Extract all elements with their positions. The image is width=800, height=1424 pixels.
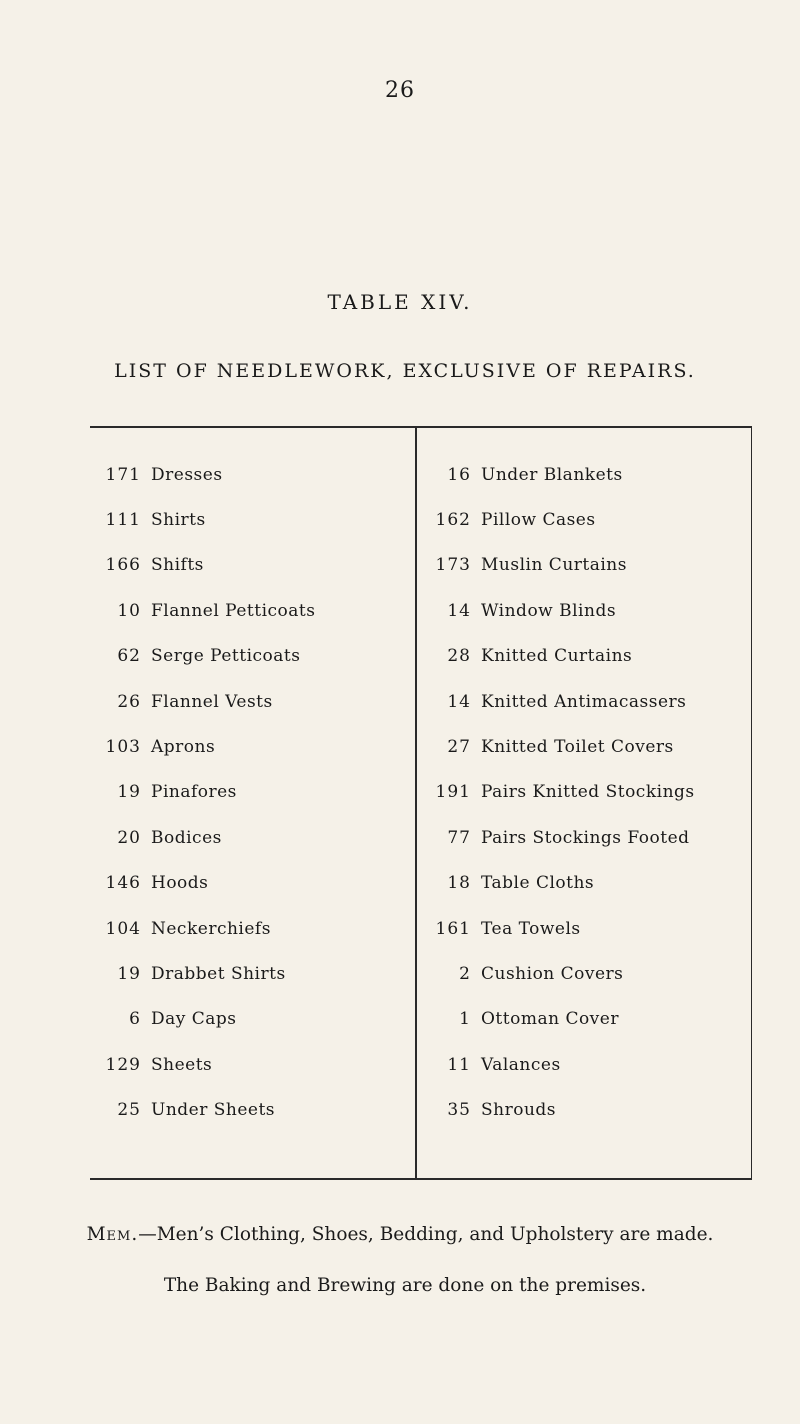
- item-name: Bodices: [151, 827, 222, 848]
- quantity: 129: [105, 1054, 141, 1075]
- quantity: 20: [117, 827, 141, 848]
- table-row: [96, 497, 315, 542]
- quantity: 111: [105, 510, 141, 531]
- table-row: [96, 1042, 315, 1087]
- table-row: [96, 452, 315, 497]
- table-row: [426, 861, 695, 906]
- table-row: [96, 724, 315, 769]
- item-name: Table Cloths: [481, 873, 595, 894]
- table-row: [96, 951, 315, 996]
- table-row: [426, 679, 695, 724]
- table-row: [426, 815, 695, 860]
- item-name: Ottoman Cover: [481, 1009, 619, 1030]
- column-divider: [415, 426, 417, 1180]
- table-row: [426, 997, 695, 1042]
- quantity: 19: [117, 963, 141, 984]
- table-row: [96, 543, 315, 588]
- table-row: [426, 452, 695, 497]
- footnote: The Baking and Brewing are done on the premises.: [163, 1275, 647, 1296]
- item-name: Shifts: [151, 555, 204, 576]
- item-name: Shrouds: [481, 1100, 557, 1121]
- table-row: [96, 1087, 315, 1132]
- item-name: Pinafores: [151, 782, 237, 803]
- quantity: 173: [435, 555, 471, 576]
- table-row: [426, 543, 695, 588]
- page-number: 26: [385, 78, 415, 103]
- item-name: Muslin Curtains: [481, 555, 627, 576]
- quantity: 146: [105, 873, 141, 894]
- item-name: Pairs Knitted Stockings: [481, 782, 695, 803]
- quantity: 166: [105, 555, 141, 576]
- item-name: Under Blankets: [481, 464, 623, 485]
- item-name: Sheets: [151, 1054, 213, 1075]
- table-row: [96, 861, 315, 906]
- table-row: [96, 634, 315, 679]
- table-row: [426, 1087, 695, 1132]
- table-subtitle: LIST OF NEEDLEWORK, EXCLUSIVE OF REPAIRS.: [114, 360, 696, 382]
- quantity: 1: [459, 1009, 471, 1030]
- quantity: 77: [447, 827, 471, 848]
- table-row: [426, 634, 695, 679]
- table-row: [426, 951, 695, 996]
- table-row: [96, 679, 315, 724]
- item-name: Knitted Curtains: [481, 646, 633, 667]
- item-name: Valances: [481, 1054, 561, 1075]
- item-name: Pairs Stockings Footed: [481, 827, 690, 848]
- quantity: 6: [129, 1009, 141, 1030]
- item-name: Knitted Toilet Covers: [481, 737, 674, 758]
- quantity: 62: [117, 646, 141, 667]
- quantity: 191: [435, 782, 471, 803]
- quantity: 2: [459, 963, 471, 984]
- item-name: Day Caps: [151, 1009, 237, 1030]
- item-name: Shirts: [151, 510, 206, 531]
- item-name: Tea Towels: [481, 918, 581, 939]
- quantity: 35: [447, 1100, 471, 1121]
- table-row: [426, 588, 695, 633]
- quantity: 14: [447, 600, 471, 621]
- quantity: 28: [447, 646, 471, 667]
- item-name: Window Blinds: [481, 600, 617, 621]
- table-row: [96, 906, 315, 951]
- item-name: Knitted Antimacassers: [481, 691, 687, 712]
- item-name: Aprons: [151, 737, 216, 758]
- quantity: 18: [447, 873, 471, 894]
- quantity: 162: [435, 510, 471, 531]
- item-name: Neckerchiefs: [151, 918, 271, 939]
- memo-line: [30, 1224, 770, 1245]
- quantity: 26: [117, 691, 141, 712]
- table-row: [426, 770, 695, 815]
- quantity: 171: [105, 464, 141, 485]
- item-name: Flannel Vests: [151, 691, 273, 712]
- quantity: 25: [117, 1100, 141, 1121]
- quantity: 16: [447, 464, 471, 485]
- quantity: 27: [447, 737, 471, 758]
- table-title: TABLE XIV.: [327, 290, 473, 314]
- quantity: 103: [105, 737, 141, 758]
- quantity: 14: [447, 691, 471, 712]
- table-row: [96, 997, 315, 1042]
- item-name: Drabbet Shirts: [151, 963, 286, 984]
- item-name: Dresses: [151, 464, 223, 485]
- item-name: Pillow Cases: [481, 510, 596, 531]
- item-name: Flannel Petticoats: [151, 600, 316, 621]
- table-row: [426, 906, 695, 951]
- table-row: [96, 588, 315, 633]
- quantity: 10: [117, 600, 141, 621]
- quantity: 104: [105, 918, 141, 939]
- quantity: 11: [447, 1054, 471, 1075]
- table-row: [96, 815, 315, 860]
- memo-label: Mem.: [86, 1224, 139, 1245]
- quantity: 161: [435, 918, 471, 939]
- item-name: Under Sheets: [151, 1100, 276, 1121]
- item-name: Serge Petticoats: [151, 646, 301, 667]
- item-name: Cushion Covers: [481, 963, 624, 984]
- left-column: [96, 452, 315, 1133]
- table-row: [426, 497, 695, 542]
- right-column: [426, 452, 695, 1133]
- table-row: [96, 770, 315, 815]
- memo-text: —Men’s Clothing, Shoes, Bedding, and Upholstery are made.: [138, 1224, 714, 1245]
- quantity: 19: [117, 782, 141, 803]
- table-row: [426, 1042, 695, 1087]
- item-name: Hoods: [151, 873, 209, 894]
- table-row: [426, 724, 695, 769]
